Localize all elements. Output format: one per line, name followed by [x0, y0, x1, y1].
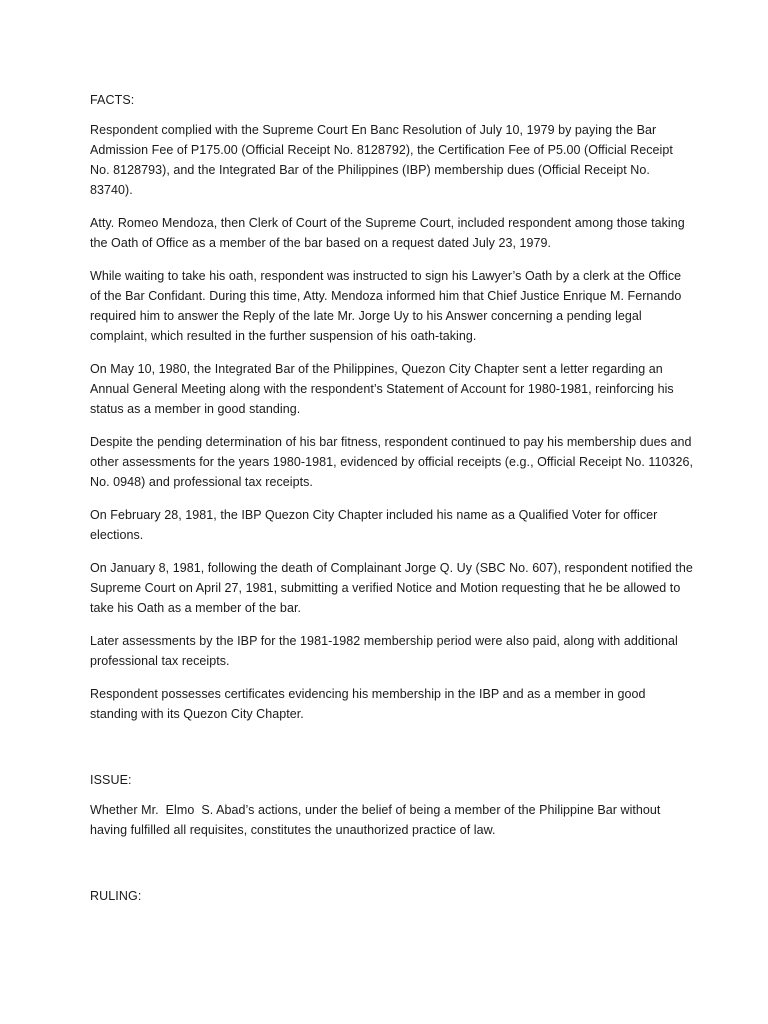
facts-paragraph-5: Despite the pending determination of his bar fitness, respondent continued to pay his membership dues and other assessments for the years 1980-1981, evidenced by official receipts (e.g., Official Receipt No. 110326, No. 0948) and professional tax receipts. — [90, 435, 697, 489]
ruling-section — [90, 886, 694, 906]
facts-paragraph-7: On January 8, 1981, following the death of Complainant Jorge Q. Uy (SBC No. 607), respondent notified the Supreme Court on April 27, 1981, submitting a verified Notice and Motion requesting that he be allowed to take his Oath as a member of the bar. — [90, 561, 697, 615]
facts-paragraph-8: Later assessments by the IBP for the 1981-1982 membership period were also paid, along with additional professional tax receipts. — [90, 634, 682, 668]
facts-paragraph-1: Respondent complied with the Supreme Court En Banc Resolution of July 10, 1979 by paying the Bar Admission Fee of P175.00 (Official Receipt No. 8128792), the Certification Fee of P5.00 (Official Receipt No. 8128793), and the Integrated Bar of the Philippines (IBP) membership dues (Official Receipt No. 83740). — [90, 123, 677, 197]
section-spacer — [90, 737, 694, 770]
document-page — [90, 90, 697, 916]
facts-paragraph-3: While waiting to take his oath, respondent was instructed to sign his Lawyer’s Oath by a clerk at the Office of the Bar Confidant. During this time, Atty. Mendoza informed him that Chief Justice Enrique M. Fernando required him to answer the Reply of the late Mr. Jorge Uy to his Answer concerning a pending legal complaint, which resulted in the further suspension of his oath-taking. — [90, 269, 685, 343]
facts-heading: FACTS: — [90, 93, 135, 107]
facts-paragraph-4: On May 10, 1980, the Integrated Bar of the Philippines, Quezon City Chapter sent a letter regarding an Annual General Meeting along with the respondent’s Statement of Account for 1980-1981, reinforcing his status as a member in good standing. — [90, 362, 678, 416]
facts-paragraph-6: On February 28, 1981, the IBP Quezon City Chapter included his name as a Qualified Voter for officer elections. — [90, 508, 661, 542]
issue-paragraph-1: Whether Mr. Elmo S. Abad’s actions, under the belief of being a member of the Philippine Bar without having fulfilled all requisites, constitutes the unauthorized practice of law. — [90, 803, 664, 837]
ruling-heading: RULING: — [90, 889, 142, 903]
issue-heading: ISSUE: — [90, 773, 132, 787]
facts-section — [90, 90, 697, 724]
facts-paragraph-2: Atty. Romeo Mendoza, then Clerk of Court of the Supreme Court, included respondent among those taking the Oath of Office as a member of the bar based on a request dated July 23, 1979. — [90, 216, 689, 250]
issue-section — [90, 770, 694, 840]
section-spacer — [90, 853, 694, 886]
facts-paragraph-9: Respondent possesses certificates evidencing his membership in the IBP and as a member in good standing with its Quezon City Chapter. — [90, 687, 649, 721]
